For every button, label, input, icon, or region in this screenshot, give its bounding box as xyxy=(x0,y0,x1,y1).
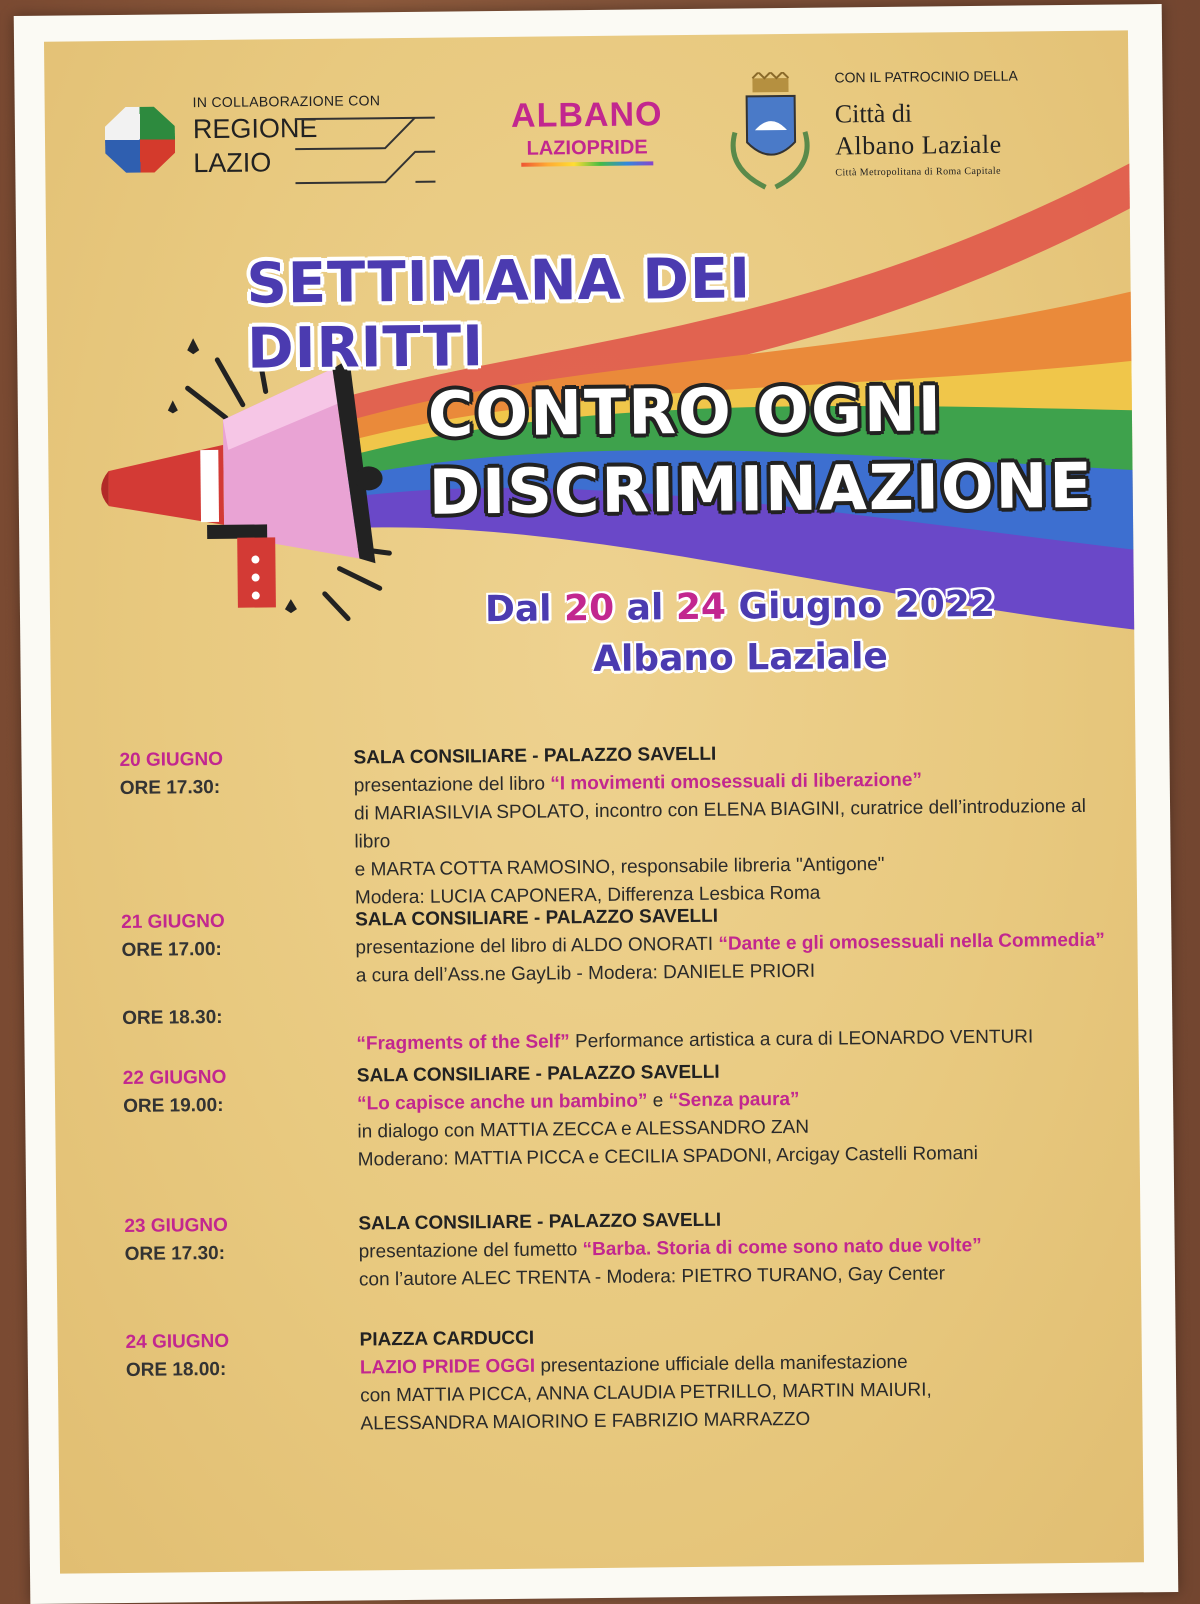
event-name: LAZIO PRIDE OGGI xyxy=(359,1355,536,1379)
headline-discriminazione: DISCRIMINAZIONE xyxy=(428,448,1095,529)
schedule xyxy=(91,737,1118,1460)
regione-lazio-logo xyxy=(104,84,425,197)
book-title: “Lo capisce anche un bambino” xyxy=(357,1090,648,1115)
detail-line: in dialogo con MATTIA ZECCA e ALESSANDRO ZAN xyxy=(357,1116,810,1143)
detail-line: con l’autore ALEC TRENTA - Modera: PIETRO TURANO, Gay Center xyxy=(358,1263,946,1291)
book-title: “Dante e gli omosessuali nella Commedia” xyxy=(718,929,1105,955)
detail-line: ALESSANDRA MAIORINO E FABRIZIO MARRAZZO xyxy=(360,1408,811,1435)
schedule-day xyxy=(91,737,1113,910)
regione-emblem-icon xyxy=(105,106,176,173)
detail-line: Modera: LUCIA CAPONERA, Differenza Lesbica Roma xyxy=(354,882,821,909)
day-date: 21 GIUGNO xyxy=(121,910,225,933)
day-date: 20 GIUGNO xyxy=(119,748,224,771)
day-details xyxy=(355,899,1115,1059)
pride-stripe xyxy=(521,161,653,166)
day-venue: SALA CONSILIARE - PALAZZO SAVELLI xyxy=(353,743,717,769)
day-details xyxy=(359,1319,1118,1439)
citta-di-label: Città di xyxy=(834,98,913,129)
day-when xyxy=(121,907,302,1033)
albano-pride-title: ALBANO xyxy=(510,95,663,135)
regione-lines-icon xyxy=(295,112,446,194)
lazio-name: LAZIO xyxy=(193,147,272,179)
detail-text: presentazione del libro di ALDO ONORATI xyxy=(355,933,719,959)
day-details xyxy=(357,1055,1116,1175)
al-word: al xyxy=(626,587,664,629)
citta-albano-logo xyxy=(724,60,1125,204)
day-when xyxy=(124,1211,305,1269)
day-venue: SALA CONSILIARE - PALAZZO SAVELLI xyxy=(355,905,719,931)
comic-title: “Barba. Storia di come sono nato due volte” xyxy=(582,1234,982,1261)
day-venue: SALA CONSILIARE - PALAZZO SAVELLI xyxy=(358,1209,722,1235)
poster xyxy=(14,4,1179,1604)
regione-name: REGIONE xyxy=(192,112,318,145)
event-place: Albano Laziale xyxy=(592,635,889,681)
event-dates xyxy=(400,583,1081,682)
city-crest-icon xyxy=(724,72,815,203)
end-day: 24 xyxy=(675,586,727,629)
schedule-day xyxy=(96,1203,1117,1330)
detail-text: Performance artistica a cura di LEONARDO VENTURI xyxy=(569,1026,1034,1053)
detail-text: presentazione del libro xyxy=(353,773,551,797)
day-time: ORE 18.00: xyxy=(125,1358,227,1381)
day-time-2: ORE 18.30: xyxy=(122,1006,223,1029)
detail-line: di MARIASILVIA SPOLATO, incontro con ELENA BIAGINI, curatrice dell’introduzione al libro xyxy=(353,795,1087,853)
day-details xyxy=(353,737,1113,913)
detail-text: presentazione del fumetto xyxy=(358,1239,583,1263)
performance-title: “Fragments of the Self” xyxy=(356,1031,570,1055)
day-when xyxy=(125,1327,306,1385)
day-venue: SALA CONSILIARE - PALAZZO SAVELLI xyxy=(356,1061,720,1087)
dal-word: Dal xyxy=(484,588,552,631)
schedule-day xyxy=(95,1055,1116,1214)
detail-line: a cura dell’Ass.ne GayLib - Modera: DANIELE PRIORI xyxy=(355,960,816,987)
schedule-day xyxy=(93,899,1115,1066)
date-range xyxy=(400,583,1080,631)
citta-metropolitana-label: Città Metropolitana di Roma Capitale xyxy=(835,165,1001,179)
day-date: 24 GIUGNO xyxy=(125,1330,230,1353)
sponsor-logos xyxy=(44,30,1130,191)
day-venue: PIAZZA CARDUCCI xyxy=(359,1327,535,1351)
schedule-day xyxy=(97,1319,1118,1460)
lazio-pride-title: LAZIOPRIDE xyxy=(526,136,648,160)
collaborazione-label: IN COLLABORAZIONE CON xyxy=(192,92,381,111)
headline-settimana: SETTIMANA DEI DIRITTI xyxy=(246,246,752,382)
day-details xyxy=(358,1203,1117,1295)
day-when xyxy=(119,745,300,803)
albano-lazio-pride-logo xyxy=(497,95,678,167)
day-date: 23 GIUGNO xyxy=(124,1214,228,1237)
day-date: 22 GIUGNO xyxy=(122,1066,227,1089)
day-time: ORE 17.30: xyxy=(124,1242,226,1265)
detail-line: Moderano: MATTIA PICCA e CECILIA SPADONI, Arcigay Castelli Romani xyxy=(357,1143,978,1171)
day-time: ORE 17.00: xyxy=(121,938,222,961)
headline-contro: CONTRO OGNI xyxy=(427,372,944,451)
month-year: Giugno 2022 xyxy=(738,583,996,628)
day-when xyxy=(123,1063,304,1121)
detail-line xyxy=(356,1023,1114,1059)
detail-line: con MATTIA PICCA, ANNA CLAUDIA PETRILLO, MARTIN MAIURI, xyxy=(360,1379,932,1407)
detail-text: presentazione ufficiale della manifestazione xyxy=(535,1351,908,1377)
poster-sheet xyxy=(44,30,1144,1573)
book-title: “Senza paura” xyxy=(668,1088,800,1112)
albano-laziale-label: Albano Laziale xyxy=(834,129,1002,161)
start-day: 20 xyxy=(563,587,615,630)
day-time: ORE 19.00: xyxy=(123,1094,224,1117)
book-title: “I movimenti omosessuali di liberazione” xyxy=(550,769,923,795)
detail-text: e xyxy=(647,1090,669,1112)
patrocinio-label: CON IL PATROCINIO DELLA xyxy=(834,67,1018,86)
detail-line: e MARTA COTTA RAMOSINO, responsabile libreria "Antigone" xyxy=(354,853,885,881)
day-time: ORE 17.30: xyxy=(119,776,221,799)
